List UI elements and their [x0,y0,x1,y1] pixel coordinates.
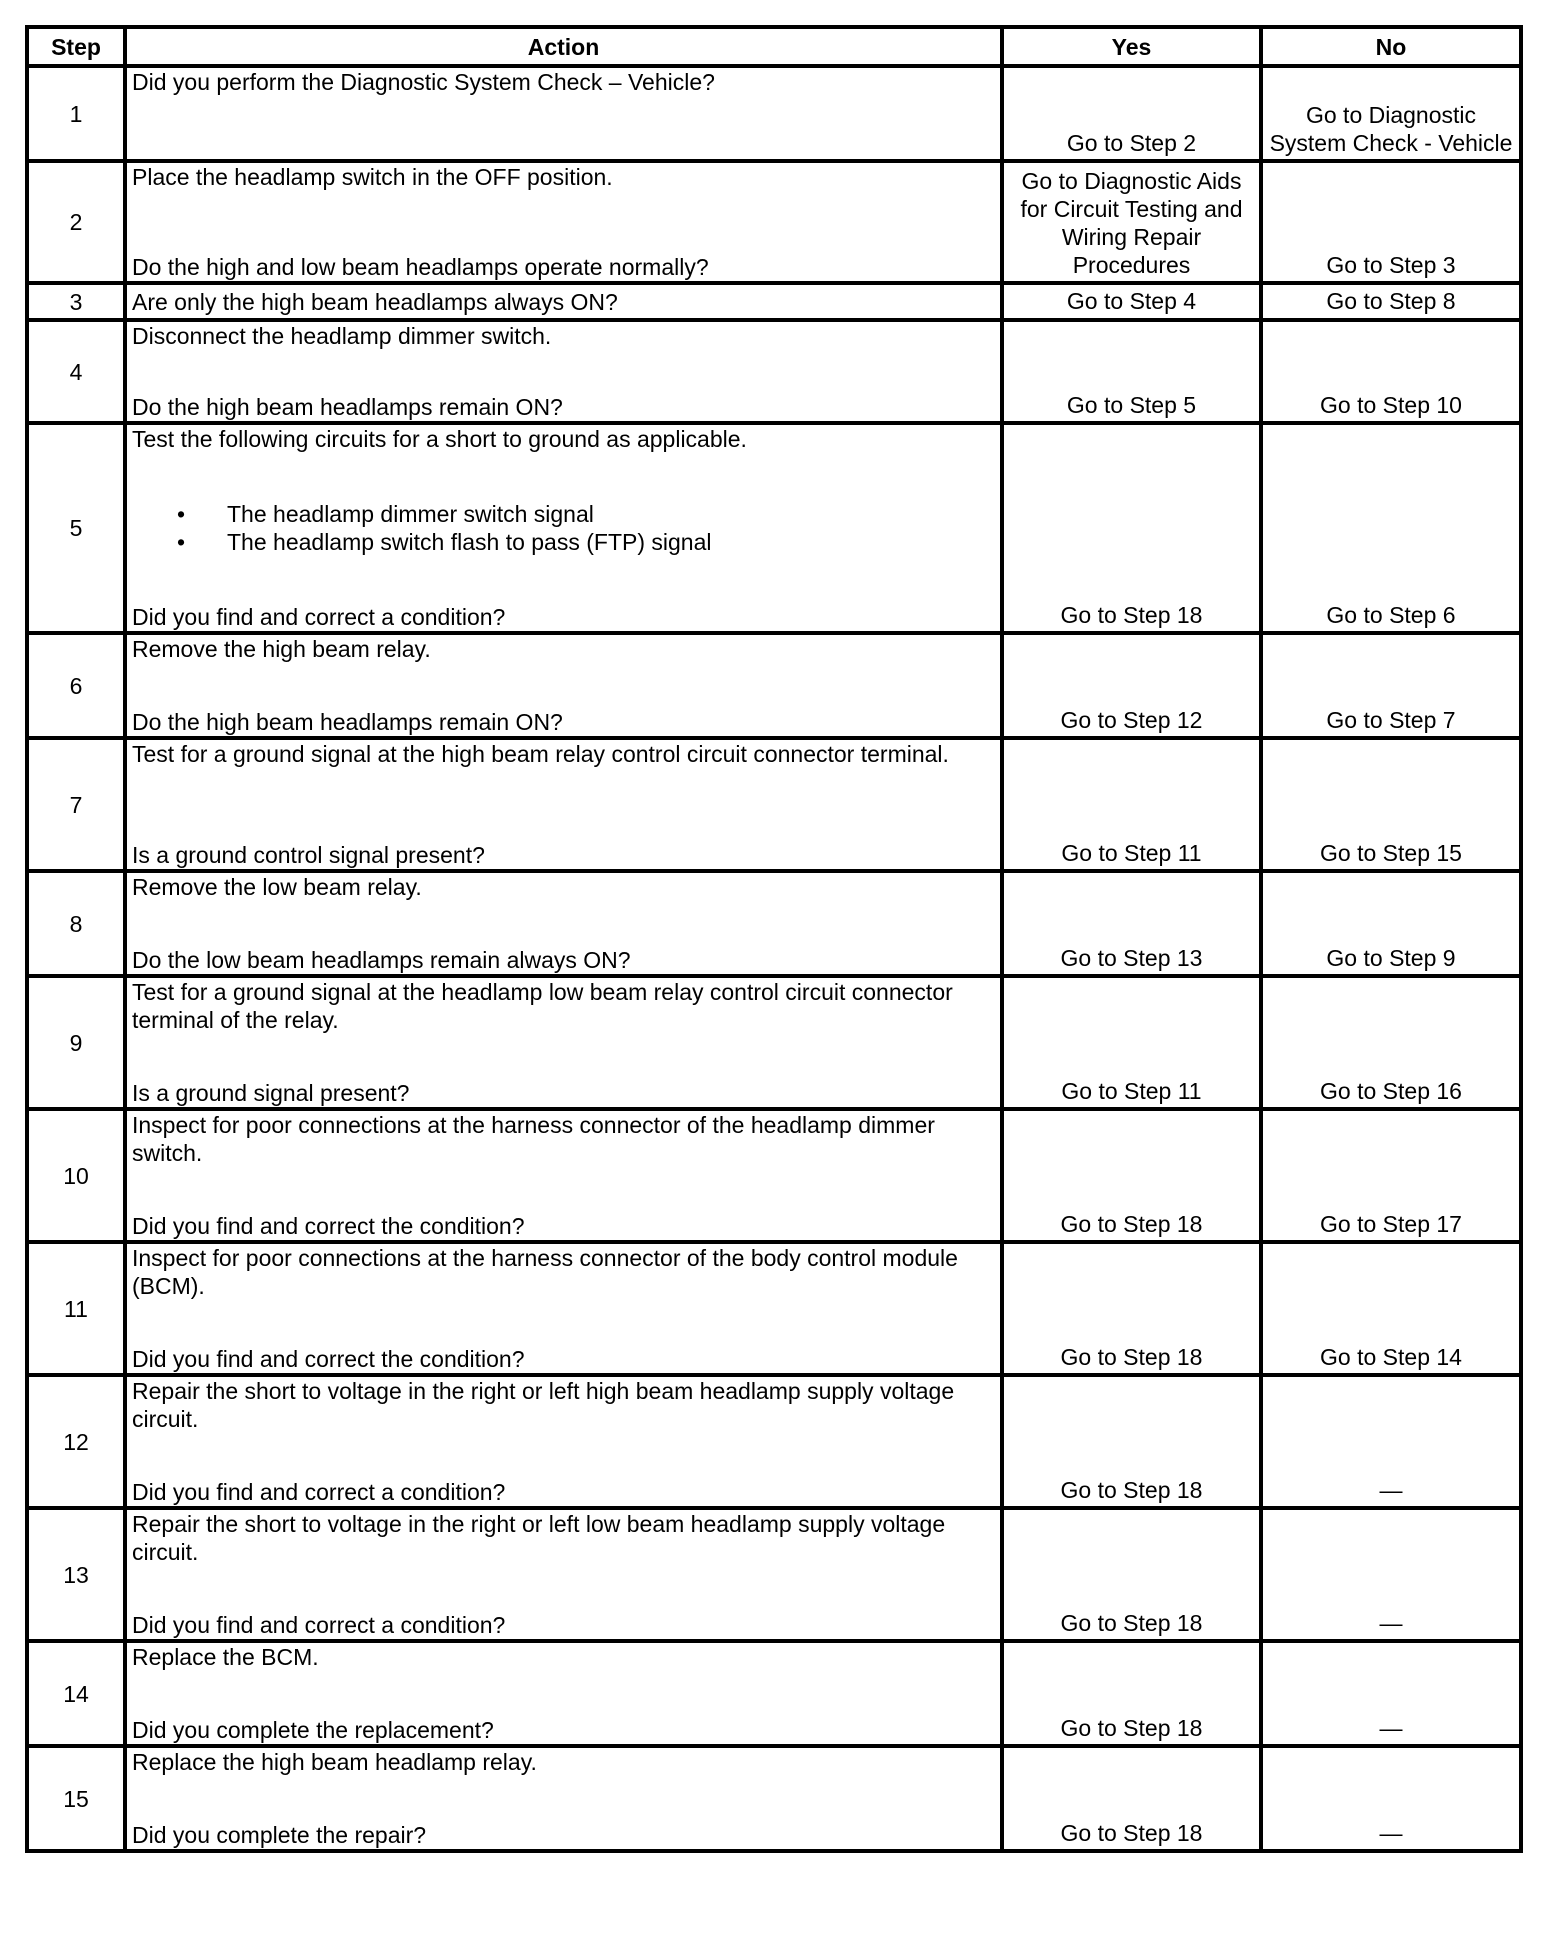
table-row [27,1375,1521,1508]
step-number: 15 [27,1746,125,1851]
no-cell: — [1261,1508,1521,1641]
no-cell: Go to Step 3 [1261,161,1521,283]
action-question: Do the high beam headlamps remain ON? [132,394,563,420]
table-row [27,976,1521,1109]
yes-cell: Go to Step 4 [1002,283,1261,320]
no-cell: — [1261,1375,1521,1508]
no-cell: — [1261,1641,1521,1746]
step-number: 2 [27,161,125,283]
header-no: No [1261,27,1521,66]
yes-cell: Go to Step 18 [1002,1242,1261,1375]
step-number: 7 [27,738,125,871]
table-row [27,66,1521,161]
step-number: 4 [27,320,125,423]
table-row [27,1641,1521,1746]
bullet-list [132,500,995,556]
action-cell [125,871,1002,976]
no-cell: Go to Step 16 [1261,976,1521,1109]
action-instruction: Remove the low beam relay. [132,874,422,900]
no-cell: Go to Step 9 [1261,871,1521,976]
no-cell: Go to Diagnostic System Check - Vehicle [1261,66,1521,161]
action-question: Is a ground control signal present? [132,842,485,868]
action-instruction: Replace the BCM. [132,1644,319,1670]
action-question: Do the low beam headlamps remain always ON? [132,947,631,973]
table-row [27,161,1521,283]
no-cell: Go to Step 14 [1261,1242,1521,1375]
header-yes: Yes [1002,27,1261,66]
action-cell [125,1109,1002,1242]
action-cell [125,161,1002,283]
step-number: 3 [27,283,125,320]
action-instruction: Test for a ground signal at the high beam relay control circuit connector terminal. [132,741,949,767]
step-number: 1 [27,66,125,161]
table-row [27,871,1521,976]
action-question: Did you find and correct a condition? [132,1479,506,1505]
header-row [27,27,1521,66]
yes-cell: Go to Step 18 [1002,1109,1261,1242]
action-cell [125,1242,1002,1375]
action-instruction: Did you perform the Diagnostic System Check – Vehicle? [132,69,715,95]
action-cell [125,320,1002,423]
action-cell [125,976,1002,1109]
action-cell [125,1746,1002,1851]
action-instruction: Test for a ground signal at the headlamp low beam relay control circuit connector terminal of the relay. [132,979,953,1033]
table-row [27,320,1521,423]
action-cell [125,1641,1002,1746]
action-instruction: Replace the high beam headlamp relay. [132,1749,537,1775]
yes-cell: Go to Step 11 [1002,738,1261,871]
action-cell [125,423,1002,633]
diagnostic-table [25,25,1523,1853]
no-cell: Go to Step 8 [1261,283,1521,320]
no-cell: Go to Step 10 [1261,320,1521,423]
action-question: Did you complete the repair? [132,1822,427,1848]
header-action: Action [125,27,1002,66]
yes-cell: Go to Step 18 [1002,1746,1261,1851]
yes-cell: Go to Step 5 [1002,320,1261,423]
no-cell: Go to Step 7 [1261,633,1521,738]
table-row [27,283,1521,320]
action-instruction: Place the headlamp switch in the OFF position. [132,164,613,190]
action-question: Did you find and correct the condition? [132,1213,525,1239]
action-instruction: Repair the short to voltage in the right or left high beam headlamp supply voltage circuit. [132,1378,955,1432]
yes-cell: Go to Step 18 [1002,1375,1261,1508]
action-cell [125,283,1002,320]
table-row [27,1746,1521,1851]
table-row [27,1508,1521,1641]
action-question: Is a ground signal present? [132,1080,410,1106]
bullet-item: • The headlamp switch flash to pass (FTP) signal [227,528,995,556]
step-number: 12 [27,1375,125,1508]
action-instruction: Test the following circuits for a short to ground as applicable. [132,426,747,452]
table-row [27,633,1521,738]
action-instruction: Repair the short to voltage in the right or left low beam headlamp supply voltage circuit. [132,1511,946,1565]
action-question: Did you find and correct a condition? [132,604,506,630]
yes-cell: Go to Step 13 [1002,871,1261,976]
action-instruction: Are only the high beam headlamps always ON? [132,288,618,315]
step-number: 14 [27,1641,125,1746]
action-instruction: Inspect for poor connections at the harness connector of the headlamp dimmer switch. [132,1112,935,1166]
bullet-item: • The headlamp dimmer switch signal [227,500,995,528]
action-question: Do the high beam headlamps remain ON? [132,709,563,735]
step-number: 9 [27,976,125,1109]
yes-cell: Go to Step 2 [1002,66,1261,161]
no-cell: Go to Step 17 [1261,1109,1521,1242]
action-question: Did you complete the replacement? [132,1717,494,1743]
table-row [27,423,1521,633]
yes-cell: Go to Step 18 [1002,423,1261,633]
yes-cell: Go to Step 18 [1002,1641,1261,1746]
no-cell: Go to Step 15 [1261,738,1521,871]
action-instruction: Remove the high beam relay. [132,636,431,662]
action-cell [125,738,1002,871]
action-instruction: Inspect for poor connections at the harness connector of the body control module (BCM). [132,1245,958,1299]
yes-cell: Go to Step 12 [1002,633,1261,738]
action-instruction: Disconnect the headlamp dimmer switch. [132,323,552,349]
action-cell [125,633,1002,738]
action-cell [125,1375,1002,1508]
no-cell: Go to Step 6 [1261,423,1521,633]
action-cell [125,1508,1002,1641]
header-step: Step [27,27,125,66]
yes-cell: Go to Diagnostic Aids for Circuit Testing and Wiring Repair Procedures [1002,161,1261,283]
action-question: Do the high and low beam headlamps operate normally? [132,254,709,280]
step-number: 10 [27,1109,125,1242]
action-question: Did you find and correct a condition? [132,1612,506,1638]
no-cell: — [1261,1746,1521,1851]
step-number: 5 [27,423,125,633]
action-cell [125,66,1002,161]
yes-cell: Go to Step 18 [1002,1508,1261,1641]
table-row [27,738,1521,871]
step-number: 11 [27,1242,125,1375]
action-question: Did you find and correct the condition? [132,1346,525,1372]
table-row [27,1109,1521,1242]
step-number: 6 [27,633,125,738]
yes-cell: Go to Step 11 [1002,976,1261,1109]
step-number: 8 [27,871,125,976]
table-row [27,1242,1521,1375]
step-number: 13 [27,1508,125,1641]
